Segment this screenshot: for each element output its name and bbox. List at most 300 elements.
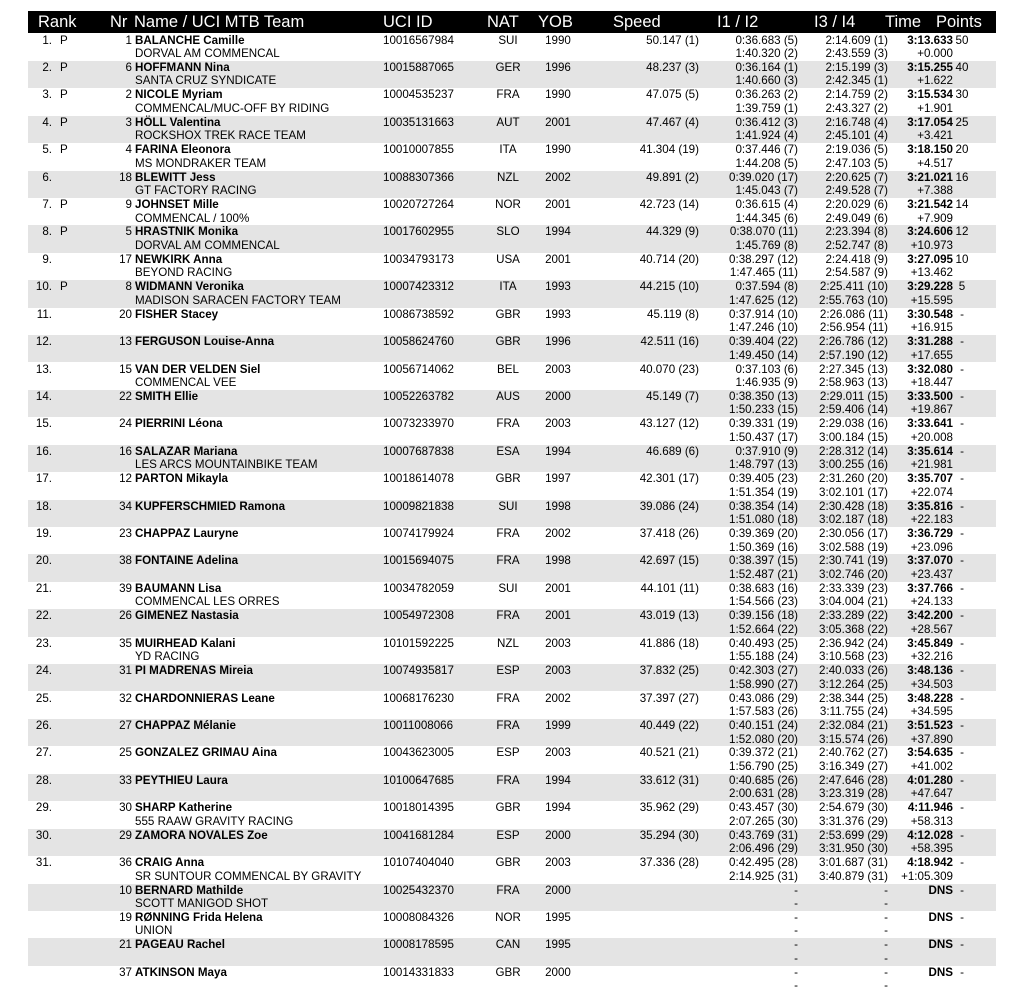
speed: 40.070 (23) bbox=[639, 362, 699, 376]
year-of-birth: 2002 bbox=[545, 170, 571, 184]
uci-id: 10101592225 bbox=[383, 636, 454, 650]
nationality: ESP bbox=[496, 746, 520, 760]
split-i1: 0:36.615 (4) bbox=[735, 198, 798, 212]
split-i1: 0:38.350 (13) bbox=[729, 389, 798, 403]
finish-time: 3:31.288 bbox=[907, 335, 953, 349]
bib-number: 26 bbox=[119, 609, 132, 623]
uci-id: 10073233970 bbox=[383, 417, 454, 431]
rank-cell: 2. bbox=[42, 60, 52, 74]
speed: 42.301 (17) bbox=[639, 472, 699, 486]
split-i4: 2:42.345 (1) bbox=[825, 74, 888, 88]
rider-name: CRAIG Anna bbox=[135, 856, 205, 870]
header-yob: YOB bbox=[538, 13, 573, 31]
points: - bbox=[960, 362, 964, 376]
split-i1: 0:42.495 (28) bbox=[729, 856, 798, 870]
split-i2: 1:50.233 (15) bbox=[729, 403, 798, 417]
time-gap: +22.074 bbox=[910, 485, 953, 499]
points: - bbox=[960, 636, 964, 650]
uci-id: 10004535237 bbox=[383, 88, 454, 102]
split-i2: 2:00.631 (28) bbox=[729, 787, 798, 801]
points: - bbox=[960, 581, 964, 595]
split-i2: 1:45.043 (7) bbox=[735, 184, 798, 198]
uci-id: 10086738592 bbox=[383, 307, 454, 321]
points: - bbox=[960, 801, 964, 815]
nationality: CAN bbox=[495, 938, 521, 952]
points: - bbox=[960, 335, 964, 349]
finish-time: 3:51.523 bbox=[907, 719, 953, 732]
table-row bbox=[28, 884, 996, 911]
uci-id: 10043623005 bbox=[383, 746, 454, 760]
split-i1: 0:39.405 (23) bbox=[729, 472, 798, 486]
time-gap: +1.622 bbox=[917, 74, 953, 88]
rank-cell: 12. bbox=[35, 335, 52, 349]
table-row bbox=[28, 225, 996, 252]
team-name: LES ARCS MOUNTAINBIKE TEAM bbox=[135, 458, 318, 472]
split-i4: 3:10.568 (23) bbox=[819, 650, 888, 664]
split-i4: 3:12.264 (25) bbox=[819, 677, 888, 691]
speed: 44.329 (9) bbox=[646, 225, 699, 239]
speed: 37.418 (26) bbox=[639, 527, 699, 541]
uci-id: 10008084326 bbox=[383, 910, 454, 924]
bib-number: 13 bbox=[119, 335, 132, 349]
points: - bbox=[960, 472, 964, 486]
year-of-birth: 2000 bbox=[545, 965, 571, 979]
split-i4: 2:43.559 (3) bbox=[825, 47, 888, 60]
table-row bbox=[28, 253, 996, 280]
header-rank: Rank bbox=[38, 13, 77, 31]
finish-time: 4:11.946 bbox=[907, 801, 953, 815]
points: 12 bbox=[955, 225, 969, 239]
split-i2: 1:51.080 (18) bbox=[729, 513, 798, 527]
nationality: FRA bbox=[496, 719, 520, 732]
split-i1: - bbox=[794, 938, 798, 952]
table-row bbox=[28, 417, 996, 444]
rider-name: CHAPPAZ Mélanie bbox=[135, 719, 236, 732]
rider-name: ZAMORA NOVALES Zoe bbox=[135, 828, 268, 842]
split-i4: 3:04.004 (21) bbox=[819, 595, 888, 609]
finish-time: 3:27.095 bbox=[907, 252, 953, 266]
table-row bbox=[28, 692, 996, 719]
split-i3: 2:29.038 (16) bbox=[819, 417, 888, 431]
points: - bbox=[960, 746, 964, 760]
uci-id: 10016567984 bbox=[383, 33, 454, 47]
finish-time: 4:12.028 bbox=[907, 828, 953, 842]
split-i1: 0:40.493 (25) bbox=[729, 636, 798, 650]
year-of-birth: 2000 bbox=[545, 883, 571, 897]
team-name: DORVAL AM COMMENCAL bbox=[135, 47, 280, 60]
bib-number: 19 bbox=[119, 910, 132, 924]
rank-cell: 26. bbox=[35, 719, 52, 732]
split-i2: 1:45.769 (8) bbox=[735, 238, 798, 252]
split-i1: 0:39.156 (18) bbox=[729, 609, 798, 623]
nationality: AUS bbox=[496, 389, 520, 403]
table-row bbox=[28, 966, 996, 993]
split-i3: 2:14.609 (1) bbox=[825, 33, 888, 47]
speed: 39.086 (24) bbox=[639, 499, 699, 513]
nationality: AUT bbox=[496, 115, 520, 129]
table-row bbox=[28, 719, 996, 746]
time-gap: +21.981 bbox=[910, 458, 953, 472]
table-row bbox=[28, 335, 996, 362]
finish-time: 4:01.280 bbox=[907, 773, 953, 787]
nationality: GBR bbox=[495, 307, 521, 321]
split-i1: 0:38.397 (15) bbox=[729, 554, 798, 568]
nationality: FRA bbox=[496, 883, 520, 897]
bib-number: 4 bbox=[125, 143, 132, 157]
finish-time: 3:37.070 bbox=[907, 554, 953, 568]
year-of-birth: 2002 bbox=[545, 691, 571, 705]
nationality: FRA bbox=[496, 773, 520, 787]
time-gap: +10.973 bbox=[910, 238, 953, 252]
rank-cell: 6. bbox=[42, 170, 52, 184]
year-of-birth: 1996 bbox=[545, 60, 571, 74]
points: - bbox=[960, 527, 964, 541]
uci-id: 10035131663 bbox=[383, 115, 454, 129]
split-i2: 1:44.345 (6) bbox=[735, 211, 798, 225]
rider-name: PI MADRENAS Mireia bbox=[135, 664, 253, 678]
points: - bbox=[960, 856, 964, 870]
speed: 40.449 (22) bbox=[639, 719, 699, 732]
uci-id: 10056714062 bbox=[383, 362, 454, 376]
finish-time: 3:48.228 bbox=[907, 691, 953, 705]
uci-id: 10007687838 bbox=[383, 444, 454, 458]
finish-time: 3:32.080 bbox=[907, 362, 953, 376]
team-name: ROCKSHOX TREK RACE TEAM bbox=[135, 129, 306, 143]
split-i1: 0:37.910 (9) bbox=[735, 444, 798, 458]
time-gap: +34.503 bbox=[910, 677, 953, 691]
time-gap: +34.595 bbox=[910, 705, 953, 719]
split-i2: 1:52.487 (21) bbox=[729, 567, 798, 581]
uci-id: 10034793173 bbox=[383, 252, 454, 266]
nationality: SUI bbox=[498, 581, 518, 595]
finish-time: 3:42.200 bbox=[907, 609, 953, 623]
nationality: GBR bbox=[495, 965, 521, 979]
split-i4: 3:02.588 (19) bbox=[819, 540, 888, 554]
rider-name: BERNARD Mathilde bbox=[135, 883, 244, 897]
split-i2: 1:40.320 (2) bbox=[735, 47, 798, 60]
split-i1: 0:40.685 (26) bbox=[729, 773, 798, 787]
team-name: UNION bbox=[135, 924, 173, 938]
split-i4: - bbox=[884, 979, 888, 993]
rider-name: FONTAINE Adelina bbox=[135, 554, 239, 568]
team-name: DORVAL AM COMMENCAL bbox=[135, 238, 280, 252]
rider-name: GONZALEZ GRIMAU Aina bbox=[135, 746, 277, 760]
split-i3: - bbox=[884, 938, 888, 952]
split-i3: 2:40.762 (27) bbox=[819, 746, 888, 760]
speed: 45.119 (8) bbox=[647, 307, 699, 321]
finish-time: DNS bbox=[928, 910, 953, 924]
year-of-birth: 1995 bbox=[545, 938, 571, 952]
time-gap: +58.395 bbox=[910, 842, 953, 856]
points: - bbox=[960, 965, 964, 979]
nationality: NOR bbox=[495, 198, 521, 212]
header-uci-id: UCI ID bbox=[383, 13, 433, 31]
speed: 37.397 (27) bbox=[639, 691, 699, 705]
rank-cell: 5. bbox=[42, 143, 52, 157]
year-of-birth: 2003 bbox=[545, 856, 571, 870]
time-gap: +23.437 bbox=[910, 567, 953, 581]
speed: 42.697 (15) bbox=[639, 554, 699, 568]
split-i3: 2:47.646 (28) bbox=[819, 773, 888, 787]
split-i2: 1:47.246 (10) bbox=[729, 321, 798, 335]
split-i4: 2:58.963 (13) bbox=[819, 376, 888, 390]
nationality: NZL bbox=[497, 636, 519, 650]
uci-id: 10020727264 bbox=[383, 198, 454, 212]
uci-id: 10074935817 bbox=[383, 664, 454, 678]
split-i4: 2:52.747 (8) bbox=[825, 238, 888, 252]
rider-name: PARTON Mikayla bbox=[135, 472, 228, 486]
time-gap: +4.517 bbox=[917, 156, 953, 170]
table-row bbox=[28, 61, 996, 88]
finish-time: 3:48.136 bbox=[907, 664, 953, 678]
split-i4: 2:45.101 (4) bbox=[825, 129, 888, 143]
uci-id: 10015887065 bbox=[383, 60, 454, 74]
rider-name: VAN DER VELDEN Siel bbox=[135, 362, 261, 376]
table-row bbox=[28, 198, 996, 225]
rank-cell: 20. bbox=[35, 554, 52, 568]
team-name: BEYOND RACING bbox=[135, 266, 233, 280]
points: - bbox=[960, 609, 964, 623]
promotion-flag: P bbox=[60, 33, 68, 47]
split-i4: 3:31.950 (30) bbox=[819, 842, 888, 856]
nationality: ESP bbox=[496, 828, 520, 842]
nationality: NOR bbox=[495, 910, 521, 924]
bib-number: 18 bbox=[119, 170, 132, 184]
split-i1: 0:36.683 (5) bbox=[735, 33, 798, 47]
split-i1: 0:40.151 (24) bbox=[729, 719, 798, 732]
header-speed: Speed bbox=[613, 13, 661, 31]
nationality: ESP bbox=[496, 664, 520, 678]
split-i1: 0:36.164 (1) bbox=[735, 60, 798, 74]
uci-id: 10068176230 bbox=[383, 691, 454, 705]
bib-number: 35 bbox=[119, 636, 132, 650]
split-i1: 0:39.369 (20) bbox=[729, 527, 798, 541]
uci-id: 10025432370 bbox=[383, 883, 454, 897]
points: - bbox=[960, 664, 964, 678]
split-i1: 0:38.070 (11) bbox=[729, 225, 798, 239]
header-points: Points bbox=[936, 13, 982, 31]
split-i1: - bbox=[794, 910, 798, 924]
split-i2: - bbox=[794, 924, 798, 938]
year-of-birth: 1995 bbox=[545, 910, 571, 924]
split-i4: 2:49.528 (7) bbox=[825, 184, 888, 198]
split-i3: 2:33.289 (22) bbox=[819, 609, 888, 623]
bib-number: 23 bbox=[119, 527, 132, 541]
uci-id: 10058624760 bbox=[383, 335, 454, 349]
bib-number: 30 bbox=[119, 801, 132, 815]
team-name: COMMENCAL VEE bbox=[135, 376, 237, 390]
finish-time: 3:30.548 bbox=[907, 307, 953, 321]
table-row bbox=[28, 774, 996, 801]
rider-name: RØNNING Frida Helena bbox=[135, 910, 263, 924]
year-of-birth: 1994 bbox=[545, 801, 571, 815]
rank-cell: 31. bbox=[35, 856, 52, 870]
rank-cell: 11. bbox=[36, 307, 52, 321]
rider-name: BALANCHE Camille bbox=[135, 33, 245, 47]
nationality: FRA bbox=[496, 554, 520, 568]
bib-number: 10 bbox=[119, 883, 132, 897]
promotion-flag: P bbox=[60, 225, 68, 239]
split-i4: 3:15.574 (26) bbox=[819, 732, 888, 746]
uci-id: 10015694075 bbox=[383, 554, 454, 568]
table-row bbox=[28, 445, 996, 472]
bib-number: 2 bbox=[125, 88, 132, 102]
team-name: SCOTT MANIGOD SHOT bbox=[135, 897, 269, 911]
finish-time: 3:24.606 bbox=[907, 225, 953, 239]
split-i1: 0:39.331 (19) bbox=[729, 417, 798, 431]
split-i4: 3:02.187 (18) bbox=[819, 513, 888, 527]
table-row bbox=[28, 34, 996, 61]
rank-cell: 9. bbox=[42, 252, 52, 266]
year-of-birth: 2001 bbox=[545, 609, 571, 623]
split-i4: 3:11.755 (24) bbox=[819, 705, 888, 719]
points: 25 bbox=[955, 115, 969, 129]
rank-cell: 18. bbox=[35, 499, 52, 513]
split-i4: 2:43.327 (2) bbox=[825, 101, 888, 115]
speed: 33.612 (31) bbox=[639, 773, 699, 787]
finish-time: 3:36.729 bbox=[907, 527, 953, 541]
rider-name: BLEWITT Jess bbox=[135, 170, 216, 184]
rider-name: BAUMANN Lisa bbox=[135, 581, 222, 595]
header-nr: Nr bbox=[110, 13, 128, 31]
year-of-birth: 1990 bbox=[545, 143, 571, 157]
time-gap: +7.909 bbox=[917, 211, 953, 225]
time-gap: +47.647 bbox=[910, 787, 953, 801]
table-row bbox=[28, 664, 996, 691]
split-i2: 1:51.354 (19) bbox=[729, 485, 798, 499]
rider-name: PIERRINI Léona bbox=[135, 417, 223, 431]
split-i4: 3:02.101 (17) bbox=[819, 485, 888, 499]
finish-time: 3:13.633 bbox=[907, 33, 953, 47]
speed: 44.215 (10) bbox=[639, 280, 699, 294]
split-i3: 2:24.418 (9) bbox=[825, 252, 888, 266]
points: - bbox=[960, 417, 964, 431]
nationality: GBR bbox=[495, 801, 521, 815]
team-name: MADISON SARACEN FACTORY TEAM bbox=[135, 293, 341, 307]
nationality: SUI bbox=[498, 499, 518, 513]
bib-number: 12 bbox=[119, 472, 132, 486]
uci-id: 10018614078 bbox=[383, 472, 454, 486]
time-gap: +28.567 bbox=[910, 622, 953, 636]
nationality: BEL bbox=[497, 362, 519, 376]
split-i2: 1:50.369 (16) bbox=[729, 540, 798, 554]
points: - bbox=[960, 444, 964, 458]
table-row bbox=[28, 143, 996, 170]
team-name: COMMENCAL / 100% bbox=[135, 211, 250, 225]
nationality: USA bbox=[496, 252, 520, 266]
time-gap: +24.133 bbox=[910, 595, 953, 609]
nationality: GER bbox=[495, 60, 521, 74]
table-row bbox=[28, 554, 996, 581]
points: 14 bbox=[955, 198, 969, 212]
split-i2: 1:52.664 (22) bbox=[729, 622, 798, 636]
split-i2: 1:52.080 (20) bbox=[729, 732, 798, 746]
year-of-birth: 1997 bbox=[545, 472, 571, 486]
split-i4: 2:57.190 (12) bbox=[819, 348, 888, 362]
split-i3: 2:26.086 (11) bbox=[819, 307, 888, 321]
split-i4: 3:31.376 (29) bbox=[819, 814, 888, 828]
split-i1: 0:43.457 (30) bbox=[729, 801, 798, 815]
points: 50 bbox=[955, 33, 969, 47]
bib-number: 32 bbox=[119, 691, 132, 705]
bib-number: 29 bbox=[119, 828, 132, 842]
nationality: ITA bbox=[499, 143, 517, 157]
split-i1: 0:38.297 (12) bbox=[729, 252, 798, 266]
split-i4: - bbox=[884, 924, 888, 938]
time-gap: +0.000 bbox=[917, 47, 953, 60]
rank-cell: 17. bbox=[35, 472, 52, 486]
year-of-birth: 1998 bbox=[545, 554, 571, 568]
header-i3-i4: I3 / I4 bbox=[814, 13, 856, 31]
year-of-birth: 2001 bbox=[545, 252, 571, 266]
speed: 40.521 (21) bbox=[639, 746, 699, 760]
split-i4: - bbox=[884, 951, 888, 965]
promotion-flag: P bbox=[60, 280, 68, 294]
split-i1: 0:36.412 (3) bbox=[735, 115, 798, 129]
split-i1: 0:39.404 (22) bbox=[729, 335, 798, 349]
split-i3: 2:32.084 (21) bbox=[819, 719, 888, 732]
bib-number: 38 bbox=[119, 554, 132, 568]
uci-id: 10074179924 bbox=[383, 527, 454, 541]
rank-cell: 10. bbox=[35, 280, 52, 294]
split-i4: 3:02.746 (20) bbox=[819, 567, 888, 581]
time-gap: +41.002 bbox=[910, 759, 953, 773]
rider-name: HÖLL Valentina bbox=[135, 115, 221, 129]
promotion-flag: P bbox=[60, 60, 68, 74]
rider-name: JOHNSET Mille bbox=[135, 198, 219, 212]
split-i4: 2:54.587 (9) bbox=[825, 266, 888, 280]
nationality: FRA bbox=[496, 691, 520, 705]
split-i1: 0:37.103 (6) bbox=[735, 362, 798, 376]
table-row bbox=[28, 527, 996, 554]
rider-name: NEWKIRK Anna bbox=[135, 252, 223, 266]
year-of-birth: 2000 bbox=[545, 828, 571, 842]
year-of-birth: 2003 bbox=[545, 746, 571, 760]
table-row bbox=[28, 829, 996, 856]
bib-number: 20 bbox=[119, 307, 132, 321]
split-i3: 2:30.741 (19) bbox=[819, 554, 888, 568]
rider-name: SHARP Katherine bbox=[135, 801, 233, 815]
split-i3: 2:23.394 (8) bbox=[825, 225, 888, 239]
speed: 49.891 (2) bbox=[646, 170, 699, 184]
split-i2: 1:40.660 (3) bbox=[735, 74, 798, 88]
finish-time: DNS bbox=[928, 965, 953, 979]
table-row bbox=[28, 582, 996, 609]
rider-name: CHAPPAZ Lauryne bbox=[135, 527, 239, 541]
year-of-birth: 2002 bbox=[545, 527, 571, 541]
rider-name: KUPFERSCHMIED Ramona bbox=[135, 499, 286, 513]
points: - bbox=[960, 910, 964, 924]
team-name: YD RACING bbox=[135, 650, 200, 664]
split-i1: - bbox=[794, 883, 798, 897]
bib-number: 21 bbox=[119, 938, 132, 952]
speed: 42.511 (16) bbox=[640, 335, 699, 349]
table-row bbox=[28, 171, 996, 198]
finish-time: 3:33.500 bbox=[907, 389, 953, 403]
rank-cell: 30. bbox=[35, 828, 52, 842]
year-of-birth: 2001 bbox=[545, 581, 571, 595]
split-i4: 2:55.763 (10) bbox=[819, 293, 888, 307]
year-of-birth: 1994 bbox=[545, 444, 571, 458]
bib-number: 17 bbox=[119, 252, 132, 266]
split-i3: 2:14.759 (2) bbox=[825, 88, 888, 102]
uci-id: 10011008066 bbox=[383, 719, 454, 732]
split-i2: 1:48.797 (13) bbox=[729, 458, 798, 472]
split-i3: 2:27.345 (13) bbox=[819, 362, 888, 376]
speed: 40.714 (20) bbox=[639, 252, 699, 266]
split-i4: 3:00.184 (15) bbox=[819, 430, 888, 444]
table-row bbox=[28, 308, 996, 335]
